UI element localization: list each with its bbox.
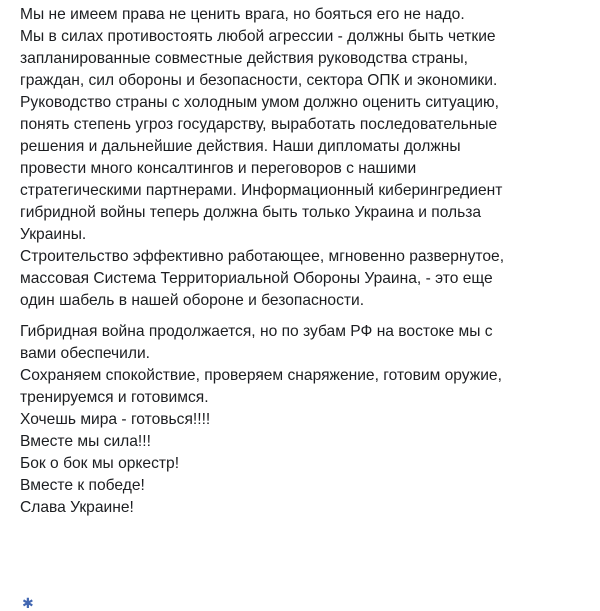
post-line: вами обеспечили. [20, 345, 151, 362]
post-line: Сохраняем спокойствие, проверяем снаряжение, готовим оружие, [20, 367, 502, 384]
post-line: Мы не имеем права не ценить врага, но бояться его не надо. [20, 6, 465, 23]
post-line: массовая Система Территориальной Обороны Ураина, - это еще [20, 270, 493, 287]
post-line: граждан, сил обороны и безопасности, сектора ОПК и экономики. [20, 72, 498, 89]
post-line: Вместе мы сила!!! [20, 433, 151, 450]
post-line: стратегическими партнерами. Информационный кибeрингредиент [20, 182, 503, 199]
post-line: Руководство страны с холодным умом должно оценить ситуацию, [20, 94, 500, 111]
post-line: гибридной войны теперь должна быть только Украина и польза [20, 204, 482, 221]
post-line: тренируемся и готовимся. [20, 389, 209, 406]
post-line: запланированные совместные действия руководства страны, [20, 50, 469, 67]
post-line: Хочешь мира - готовься!!!! [20, 411, 211, 428]
post-paragraph-2 [20, 321, 590, 519]
post-line: Вместе к победе! [20, 477, 145, 494]
post-paragraph-1 [20, 4, 590, 312]
post-line: понять степень угроз государству, выработать последовательные [20, 116, 498, 133]
post-line: Слава Украине! [20, 499, 134, 516]
post-line: Строительство эффективно работающее, мгновенно развернутое, [20, 248, 505, 265]
post-line: один шабель в нашей обороне и безопасности. [20, 292, 365, 309]
post-line: Украины. [20, 226, 87, 243]
post-line: Гибридная война продолжается, но по зубам РФ на востоке мы с [20, 323, 493, 340]
post-line: Бок о бок мы оркестр! [20, 455, 180, 472]
post-line: провести много консалтингов и переговоров с нашими [20, 160, 417, 177]
post-line: Мы в силах противостоять любой агрессии - должны быть четкие [20, 28, 496, 45]
post-line: решения и дальнейшие действия. Наши дипломаты должны [20, 138, 461, 155]
partial-icon: ✱ [22, 595, 34, 611]
